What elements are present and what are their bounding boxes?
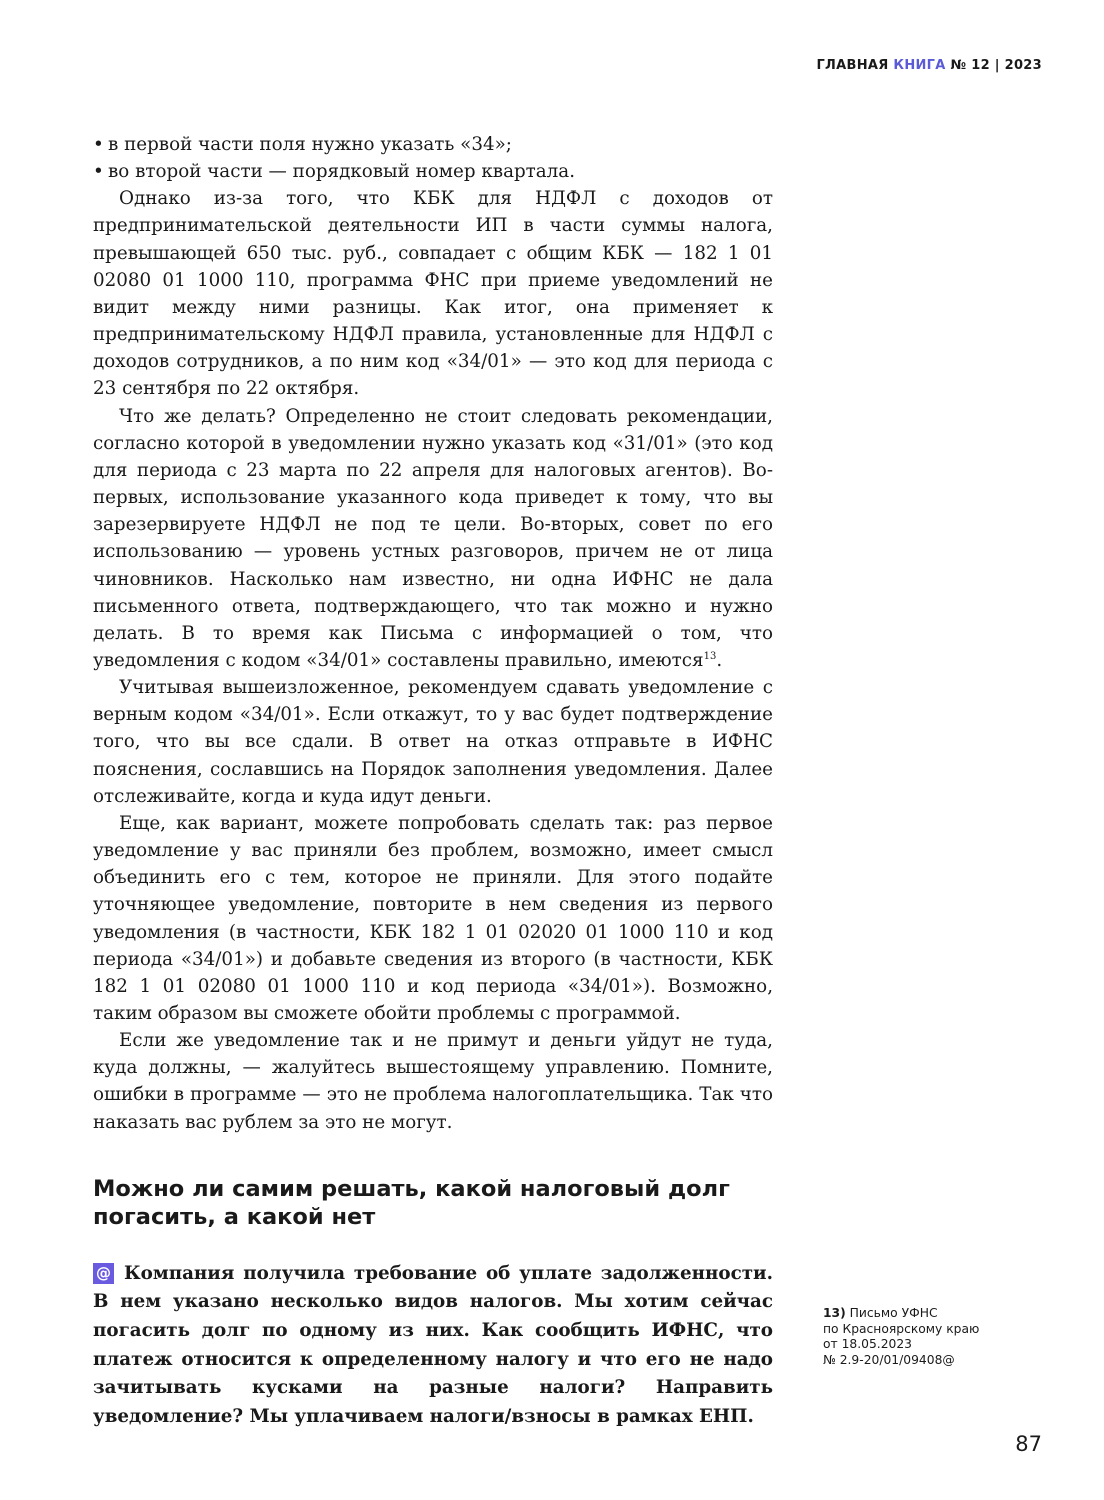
paragraph-with-footnote bbox=[93, 403, 773, 675]
bullet-dot: • bbox=[93, 161, 104, 183]
footnote-line: Письмо УФНС bbox=[849, 1306, 938, 1320]
footnote bbox=[823, 1306, 1023, 1368]
page-number: 87 bbox=[1015, 1432, 1042, 1456]
footnote-number: 13) bbox=[823, 1306, 846, 1320]
section-heading: Можно ли самим решать, какой налоговый долг погасить, а какой нет bbox=[93, 1175, 730, 1230]
footnote-line: № 2.9-20/01/09408@ bbox=[823, 1352, 955, 1367]
footnote-line: от 18.05.2023 bbox=[823, 1337, 913, 1351]
bullet-text: в первой части поля нужно указать «34»; bbox=[108, 134, 512, 155]
paragraph-text: Что же делать? Определенно не стоит следовать рекомендации, согласно которой в уведомлении нужно указать код «31/01» (это код для периода с 23 марта по 22 апреля для налоговых агентов). Во-первых, использование указанного кода приведет к тому, что вы зарезервируете НДФЛ не под те цели. Во-вторых, совет по его использованию — уровень устных разговоров, причем не от лица чиновников. Насколько нам известно, ни одна ИФНС не дала письменного ответа, подтверждающего, что так можно и нужно делать. В то время как Письма с информацией о том, что уведомления с кодом «34/01» составлены правильно, имеются bbox=[93, 405, 773, 671]
bullet-dot: • bbox=[93, 134, 104, 155]
bullet-item bbox=[93, 158, 773, 185]
brand-part2: КНИГА bbox=[893, 58, 946, 73]
paragraph-end: . bbox=[716, 649, 723, 671]
footnote-ref: 13 bbox=[703, 650, 717, 662]
bullet-text: во второй части — порядковый номер квартала. bbox=[108, 161, 576, 183]
running-head bbox=[816, 58, 1042, 73]
issue-number: № 12 | 2023 bbox=[950, 58, 1042, 73]
footnote-line: по Красноярскому краю bbox=[823, 1321, 980, 1336]
reader-question bbox=[93, 1260, 773, 1432]
at-icon: @ bbox=[93, 1263, 114, 1284]
brand-part1: ГЛАВНАЯ bbox=[816, 58, 889, 73]
paragraph: Однако из-за того, что КБК для НДФЛ с доходов от предпринимательской деятельности ИП в части суммы налога, превышающей 650 тыс. руб., совпадает с общим КБК — 182 1 01 02080 01 1000 110, программа ФНС при приеме уведомлений не видит между ними разницы. Как итог, она применяет к предпринимательскому НДФЛ правила, установленные для НДФЛ с доходов сотрудников, а по ним код «34/01» — это код для периода с 23 сентября по 22 октября. bbox=[93, 188, 773, 400]
bullet-item bbox=[93, 131, 773, 158]
question-text: Компания получила требование об уплате задолженности. В нем указано несколько видов налогов. Мы хотим сейчас погасить долг по одному из них. Как сообщить ИФНС, что платеж относится к определенному налогу и что его не надо зачитывать кусками на разные налоги? Направить уведомление? Мы уплачиваем налоги/взносы в рамках ЕНП. bbox=[93, 1262, 773, 1427]
paragraph: Если же уведомление так и не примут и деньги уйдут не туда, куда должны, — жалуйтесь вышестоящему управлению. Помните, ошибки в программе — это не проблема налогоплательщика. Так что наказать вас рублем за это не могут. bbox=[93, 1030, 773, 1133]
paragraph: Еще, как вариант, можете попробовать сделать так: раз первое уведомление у вас приняли без проблем, возможно, имеет смысл объединить его с тем, которое не приняли. Для этого подайте уточняющее уведомление, повторите в нем сведения из первого уведомления (в частности, КБК 182 1 01 02020 01 1000 110 и код периода «34/01») и добавьте сведения из второго (в частности, КБК 182 1 01 02080 01 1000 110 и код периода «34/01»). Возможно, таким образом вы сможете обойти проблемы с программой. bbox=[93, 812, 773, 1024]
paragraph: Учитывая вышеизложенное, рекомендуем сдавать уведомление с верным кодом «34/01». Если откажут, то у вас будет подтверждение того, что вы все сдали. В ответ на отказ отправьте в ИФНС пояснения, сославшись на Порядок заполнения уведомления. Далее отслеживайте, когда и куда идут деньги. bbox=[93, 677, 773, 807]
article-body bbox=[93, 131, 773, 1431]
